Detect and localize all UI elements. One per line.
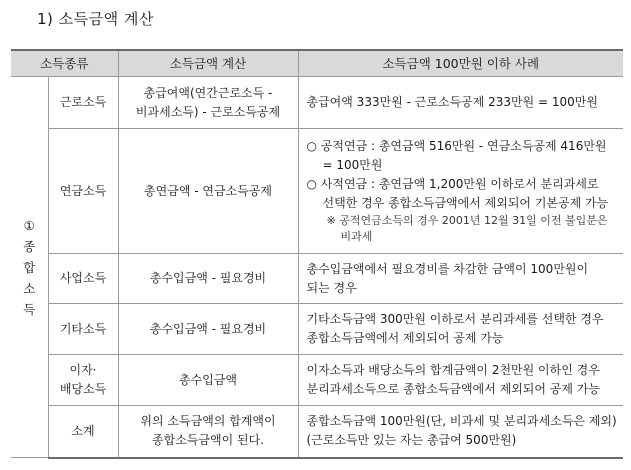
income-type-cell: 사업소득: [48, 254, 118, 304]
section-heading: 1) 소득금액 계산: [37, 10, 154, 28]
header-example: 소득금액 100만원 이하 사례: [298, 50, 623, 77]
table-row: [11, 77, 623, 129]
example-cell: 총급여액 333만원 - 근로소득공제 233만원 = 100만원: [298, 77, 623, 129]
income-type-cell: 소계: [48, 406, 118, 458]
example-cell: 총수입금액에서 필요경비를 차감한 금액이 100만원이 되는 경우: [298, 254, 623, 304]
table-row: [11, 355, 623, 406]
income-type-cell: 연금소득: [48, 129, 118, 254]
calc-cell: 총급여액(연간근로소득 - 비과세소득) - 근로소득공제: [118, 77, 298, 129]
table-row: [11, 254, 623, 304]
calc-cell: 위의 소득금액의 합계액이 종합소득금액이 된다.: [118, 406, 298, 458]
income-type-cell: 근로소득: [48, 77, 118, 129]
calc-cell: 총연금액 - 연금소득공제: [118, 129, 298, 254]
example-cell: 기타소득금액 300만원 이하로서 분리과세를 선택한 경우 종합소득금액에서 제외되어 공제 가능: [298, 304, 623, 355]
example-cell: 종합소득금액 100만원(단, 비과세 및 분리과세소득은 제외) (근로소득만 있는 자는 총급여 500만원): [298, 406, 623, 458]
table-row: [11, 406, 623, 458]
table-row: [11, 304, 623, 355]
table-row: [11, 129, 623, 254]
example-cell: ○ 공적연금 : 총연금액 516만원 - 연금소득공제 416만원 = 100만원 ○ 사적연금 : 총연금액 1,200만원 이하로서 분리과세로 선택한 경우 종합소득금액에서 제외되어 기본공제 가능 ※ 공적연금소득의 경우 2001년 12월 31일 이전 불입분은 비과세: [298, 129, 623, 254]
calc-cell: 총수입금액 - 필요경비: [118, 254, 298, 304]
income-type-cell: 이자· 배당소득: [48, 355, 118, 406]
income-calculation-table: [11, 49, 623, 459]
calc-cell: 총수입금액 - 필요경비: [118, 304, 298, 355]
example-footnote: ※ 공적연금소득의 경우 2001년 12월 31일 이전 불입분은: [326, 214, 608, 227]
income-type-cell: 기타소득: [48, 304, 118, 355]
example-cell: 이자소득과 배당소득의 합계금액이 2천만원 이하인 경우 분리과세소득으로 종합소득금액에서 제외되어 공제 가능: [298, 355, 623, 406]
group-label-comprehensive: ① 종 합 소 득: [11, 77, 48, 458]
calc-cell: 총수입금액: [118, 355, 298, 406]
header-income-type: 소득종류: [11, 50, 118, 77]
header-income-calc: 소득금액 계산: [118, 50, 298, 77]
table-header-row: [11, 50, 623, 77]
